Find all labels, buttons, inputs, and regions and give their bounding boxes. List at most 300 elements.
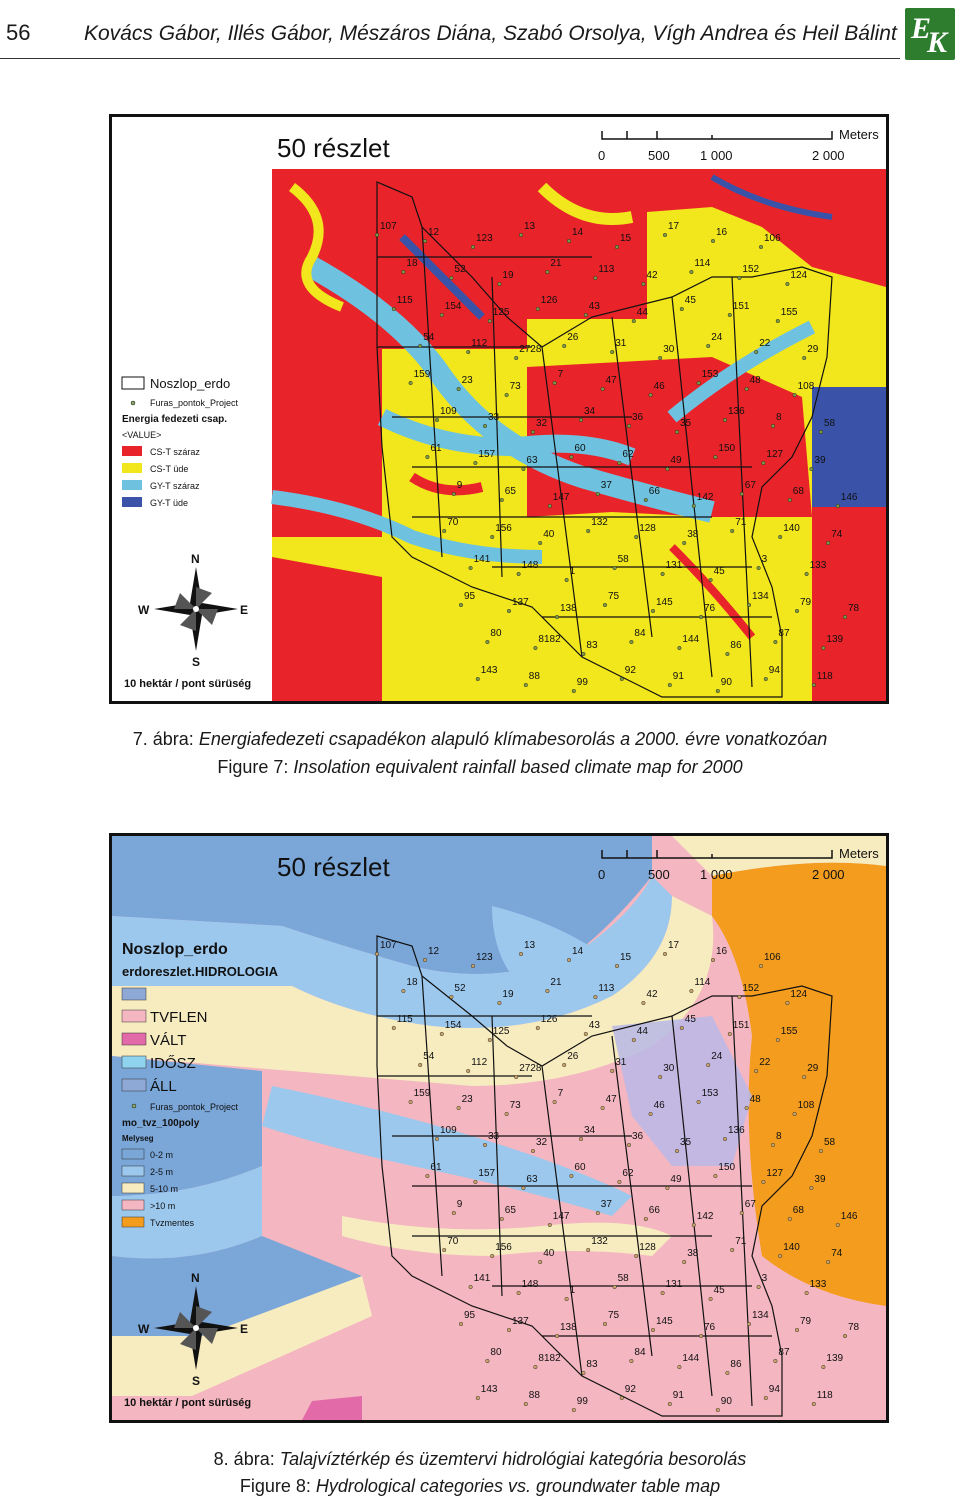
survey-point-label: 49 bbox=[670, 1174, 682, 1185]
survey-point-marker bbox=[466, 350, 470, 354]
survey-point-marker bbox=[423, 958, 427, 962]
survey-point-label: 88 bbox=[528, 671, 540, 682]
survey-point-label: 66 bbox=[648, 486, 660, 497]
survey-point-marker bbox=[498, 282, 502, 286]
survey-point-label: 147 bbox=[552, 1211, 570, 1222]
survey-point-label: 45 bbox=[713, 566, 725, 577]
figure7-compass-n: N bbox=[191, 552, 200, 566]
survey-point-marker bbox=[774, 1359, 778, 1363]
figure7-map-title: 50 részlet bbox=[277, 133, 390, 163]
survey-point-marker bbox=[534, 1365, 538, 1369]
survey-point-marker bbox=[771, 424, 775, 428]
survey-point-label: 43 bbox=[588, 301, 600, 312]
survey-point-marker bbox=[738, 276, 742, 280]
survey-point-marker bbox=[620, 677, 624, 681]
survey-point-marker bbox=[680, 1026, 684, 1030]
survey-point-marker bbox=[826, 541, 830, 545]
survey-point-marker bbox=[793, 1112, 797, 1116]
survey-point-marker bbox=[505, 1112, 509, 1116]
survey-point-label: 49 bbox=[670, 455, 682, 466]
survey-point-label: 46 bbox=[653, 381, 665, 392]
survey-point-label: 144 bbox=[682, 1353, 700, 1364]
survey-point-label: 8 bbox=[776, 412, 782, 423]
survey-point-label: 58 bbox=[824, 1137, 836, 1148]
survey-point-marker bbox=[507, 609, 511, 613]
survey-point-label: 84 bbox=[634, 1347, 646, 1358]
survey-point-marker bbox=[524, 1402, 528, 1406]
survey-point-marker bbox=[711, 239, 715, 243]
survey-point-marker bbox=[522, 1186, 526, 1190]
survey-point-label: 91 bbox=[672, 671, 684, 682]
survey-point-label: 36 bbox=[632, 412, 644, 423]
survey-point-label: 109 bbox=[440, 406, 457, 417]
figure8-caption-hu-prefix: 8. ábra: bbox=[213, 1449, 275, 1469]
survey-point-marker bbox=[392, 307, 396, 311]
figure8-map-graphic bbox=[112, 836, 886, 1420]
survey-point-marker bbox=[795, 1328, 799, 1332]
survey-point-marker bbox=[651, 1328, 655, 1332]
survey-point-label: 145 bbox=[656, 1316, 673, 1327]
figure7-map-graphic bbox=[112, 117, 886, 701]
survey-point-marker bbox=[615, 245, 619, 249]
survey-point-label: 45 bbox=[684, 295, 696, 306]
survey-point-marker bbox=[474, 461, 478, 465]
survey-point-label: 150 bbox=[718, 443, 736, 454]
survey-point-label: 143 bbox=[480, 665, 498, 676]
survey-point-marker bbox=[601, 387, 605, 391]
survey-point-label: 136 bbox=[728, 406, 745, 417]
survey-point-marker bbox=[706, 1063, 710, 1067]
survey-point-marker bbox=[409, 381, 413, 385]
survey-point-label: 52 bbox=[454, 264, 466, 275]
survey-point-label: 44 bbox=[636, 1026, 648, 1037]
survey-point-marker bbox=[726, 1371, 730, 1375]
survey-point-label: 153 bbox=[701, 369, 719, 380]
survey-point-label: 36 bbox=[632, 1131, 644, 1142]
survey-point-label: 134 bbox=[752, 591, 769, 602]
survey-point-label: 12 bbox=[428, 227, 440, 238]
legend8-depth-label-2: 5-10 m bbox=[150, 1184, 179, 1194]
survey-point-label: 63 bbox=[526, 455, 538, 466]
survey-point-marker bbox=[697, 1100, 701, 1104]
survey-point-label: 9 bbox=[456, 480, 463, 491]
survey-point-label: 70 bbox=[447, 517, 459, 528]
survey-point-label: 145 bbox=[656, 597, 673, 608]
survey-point-marker bbox=[642, 1001, 646, 1005]
survey-point-label: 131 bbox=[665, 560, 683, 571]
survey-point-label: 108 bbox=[797, 1100, 815, 1111]
survey-point-label: 45 bbox=[684, 1014, 696, 1025]
survey-point-marker bbox=[663, 952, 667, 956]
figure8-caption-en bbox=[0, 1476, 960, 1497]
survey-point-label: 2728 bbox=[519, 344, 542, 355]
survey-point-label: 114 bbox=[694, 258, 711, 269]
survey-point-label: 107 bbox=[380, 940, 397, 951]
survey-point-label: 109 bbox=[440, 1125, 457, 1136]
survey-point-marker bbox=[570, 1174, 574, 1178]
survey-point-marker bbox=[682, 1260, 686, 1264]
survey-point-label: 139 bbox=[826, 1353, 844, 1364]
survey-point-label: 138 bbox=[560, 603, 577, 614]
survey-point-label: 128 bbox=[639, 523, 656, 534]
survey-point-marker bbox=[644, 1217, 648, 1221]
legend8-depth-label-0: 0-2 m bbox=[150, 1150, 174, 1160]
survey-point-marker bbox=[483, 1143, 487, 1147]
figure8-compass-e: E bbox=[240, 1322, 249, 1336]
survey-point-marker bbox=[555, 1334, 559, 1338]
survey-point-label: 14 bbox=[572, 227, 584, 238]
legend7-label-2: GY-T száraz bbox=[150, 481, 200, 491]
survey-point-label: 125 bbox=[492, 1026, 510, 1037]
survey-point-label: 74 bbox=[831, 1248, 843, 1259]
survey-point-label: 42 bbox=[646, 270, 658, 281]
survey-point-marker bbox=[536, 1026, 540, 1030]
survey-point-label: 146 bbox=[840, 492, 858, 503]
survey-point-marker bbox=[567, 958, 571, 962]
survey-point-label: 118 bbox=[816, 671, 833, 682]
survey-point-label: 157 bbox=[478, 449, 496, 460]
survey-point-label: 73 bbox=[509, 381, 521, 392]
survey-point-label: 140 bbox=[783, 523, 800, 534]
survey-point-label: 14 bbox=[572, 946, 584, 957]
survey-point-marker bbox=[586, 1248, 590, 1252]
survey-point-label: 83 bbox=[586, 1359, 598, 1370]
survey-point-label: 21 bbox=[550, 258, 562, 269]
survey-point-label: 75 bbox=[608, 1310, 620, 1321]
figure8-compass-s: S bbox=[192, 1374, 201, 1388]
survey-point-marker bbox=[613, 566, 617, 570]
survey-point-marker bbox=[778, 535, 782, 539]
survey-point-marker bbox=[418, 344, 422, 348]
survey-point-marker bbox=[740, 492, 744, 496]
survey-point-marker bbox=[658, 356, 662, 360]
survey-point-label: 61 bbox=[430, 1162, 442, 1173]
survey-point-marker bbox=[802, 356, 806, 360]
survey-point-label: 159 bbox=[413, 369, 431, 380]
legend7-label-1: CS-T üde bbox=[150, 464, 189, 474]
survey-point-marker bbox=[822, 646, 826, 650]
survey-point-label: 115 bbox=[396, 1014, 413, 1025]
survey-point-label: 58 bbox=[824, 418, 836, 429]
survey-point-marker bbox=[754, 1069, 758, 1073]
survey-point-marker bbox=[522, 467, 526, 471]
survey-point-marker bbox=[579, 418, 583, 422]
survey-point-label: 127 bbox=[766, 1168, 784, 1179]
survey-point-label: 15 bbox=[620, 952, 632, 963]
survey-point-marker bbox=[466, 1069, 470, 1073]
survey-point-marker bbox=[764, 1396, 768, 1400]
figure8-scale-tick-0: 0 bbox=[598, 867, 606, 882]
survey-point-marker bbox=[745, 387, 749, 391]
survey-point-marker bbox=[409, 1100, 413, 1104]
survey-point-label: 137 bbox=[512, 1316, 529, 1327]
legend8-hydro-swatch-3 bbox=[122, 1056, 146, 1068]
figure8-caption-en-text: Hydrological categories vs. groundwater table map bbox=[315, 1476, 721, 1496]
survey-point-marker bbox=[565, 578, 569, 582]
survey-point-label: 153 bbox=[701, 1088, 719, 1099]
survey-point-label: 40 bbox=[543, 1248, 555, 1259]
survey-point-marker bbox=[498, 1001, 502, 1005]
figure8-compass-w: W bbox=[138, 1322, 150, 1336]
survey-point-label: 48 bbox=[749, 1094, 761, 1105]
survey-point-label: 22 bbox=[759, 1057, 771, 1068]
figure7-scale-tick-3: 2 000 bbox=[812, 148, 845, 163]
survey-point-label: 90 bbox=[720, 1396, 732, 1407]
survey-point-marker bbox=[757, 1285, 761, 1289]
survey-point-label: 147 bbox=[552, 492, 570, 503]
survey-point-label: 127 bbox=[766, 449, 784, 460]
survey-point-marker bbox=[517, 572, 521, 576]
survey-point-marker bbox=[740, 1211, 744, 1215]
survey-point-marker bbox=[709, 578, 713, 582]
survey-point-marker bbox=[531, 430, 535, 434]
survey-point-label: 18 bbox=[406, 977, 418, 988]
survey-point-marker bbox=[457, 1106, 461, 1110]
survey-point-marker bbox=[471, 964, 475, 968]
survey-point-marker bbox=[474, 1180, 478, 1184]
survey-point-label: 58 bbox=[617, 1273, 629, 1284]
survey-point-marker bbox=[452, 492, 456, 496]
survey-point-marker bbox=[572, 689, 576, 693]
survey-point-marker bbox=[426, 1174, 430, 1178]
survey-point-label: 79 bbox=[800, 597, 812, 608]
survey-point-label: 31 bbox=[615, 338, 627, 349]
survey-point-label: 75 bbox=[608, 591, 620, 602]
survey-point-label: 151 bbox=[732, 301, 750, 312]
survey-point-marker bbox=[714, 1174, 718, 1178]
legend7-label-3: GY-T üde bbox=[150, 498, 189, 508]
legend7-swatch-0 bbox=[122, 446, 142, 456]
survey-point-marker bbox=[728, 1032, 732, 1036]
survey-point-marker bbox=[747, 603, 751, 607]
survey-point-marker bbox=[762, 1180, 766, 1184]
figure7-caption-en bbox=[0, 757, 960, 778]
figure8-legend-title: Noszlop_erdo bbox=[122, 941, 228, 958]
survey-point-marker bbox=[531, 1149, 535, 1153]
survey-point-label: 54 bbox=[423, 332, 435, 343]
survey-point-label: 142 bbox=[696, 1211, 714, 1222]
survey-point-marker bbox=[471, 245, 475, 249]
survey-point-marker bbox=[620, 1396, 624, 1400]
survey-point-marker bbox=[747, 1322, 751, 1326]
survey-point-label: 80 bbox=[490, 1347, 502, 1358]
survey-point-marker bbox=[538, 541, 542, 545]
figure7-density-note: 10 hektár / pont sürüség bbox=[124, 678, 252, 690]
legend8-hydro-swatch-1 bbox=[122, 1010, 146, 1022]
survey-point-marker bbox=[714, 455, 718, 459]
survey-point-marker bbox=[442, 529, 446, 533]
survey-point-marker bbox=[584, 1032, 588, 1036]
figure7-compass-w: W bbox=[138, 603, 150, 617]
survey-point-marker bbox=[570, 455, 574, 459]
legend8-depth-swatch-0 bbox=[122, 1149, 144, 1159]
survey-point-label: 73 bbox=[509, 1100, 521, 1111]
survey-point-label: 33 bbox=[488, 1131, 500, 1142]
legend8-hydro-swatch-4 bbox=[122, 1079, 146, 1091]
survey-point-marker bbox=[375, 952, 379, 956]
survey-point-marker bbox=[634, 1254, 638, 1258]
survey-point-label: 46 bbox=[653, 1100, 665, 1111]
survey-point-label: 1 bbox=[569, 1285, 576, 1296]
survey-point-marker bbox=[615, 964, 619, 968]
survey-point-marker bbox=[579, 1137, 583, 1141]
survey-point-marker bbox=[668, 1402, 672, 1406]
survey-point-marker bbox=[490, 1254, 494, 1258]
survey-point-label: 94 bbox=[768, 665, 780, 676]
survey-point-marker bbox=[450, 276, 454, 280]
figure8-caption-hu bbox=[0, 1449, 960, 1470]
figure7-legend-points: Furas_pontok_Project bbox=[150, 398, 239, 408]
survey-point-marker bbox=[586, 529, 590, 533]
figure8-compass-n: N bbox=[191, 1271, 200, 1285]
survey-point-marker bbox=[776, 319, 780, 323]
survey-point-marker bbox=[726, 652, 730, 656]
survey-point-label: 144 bbox=[682, 634, 700, 645]
survey-point-label: 79 bbox=[800, 1316, 812, 1327]
survey-point-marker bbox=[517, 1291, 521, 1295]
survey-point-marker bbox=[663, 233, 667, 237]
figure7-legend-heading: Energia fedezeti csap. bbox=[122, 414, 228, 425]
survey-point-marker bbox=[459, 1322, 463, 1326]
survey-point-marker bbox=[810, 1186, 814, 1190]
survey-point-label: 71 bbox=[735, 1236, 747, 1247]
figure8-scale-unit: Meters bbox=[839, 846, 879, 861]
figure8-map bbox=[109, 833, 889, 1423]
survey-point-label: 13 bbox=[524, 221, 536, 232]
survey-point-label: 70 bbox=[447, 1236, 459, 1247]
survey-point-marker bbox=[634, 535, 638, 539]
survey-point-marker bbox=[582, 652, 586, 656]
survey-point-marker bbox=[762, 461, 766, 465]
survey-point-marker bbox=[692, 504, 696, 508]
survey-point-label: 31 bbox=[615, 1057, 627, 1068]
survey-point-label: 47 bbox=[605, 1094, 617, 1105]
survey-point-label: 34 bbox=[584, 406, 596, 417]
survey-point-label: 115 bbox=[396, 295, 413, 306]
survey-point-marker bbox=[572, 1408, 576, 1412]
survey-point-label: 148 bbox=[521, 560, 539, 571]
survey-point-label: 132 bbox=[591, 517, 608, 528]
survey-point-label: 3 bbox=[761, 554, 768, 565]
survey-point-marker bbox=[426, 455, 430, 459]
figure8-scale-tick-2: 1 000 bbox=[700, 867, 733, 882]
survey-point-label: 150 bbox=[718, 1162, 736, 1173]
survey-point-label: 12 bbox=[428, 946, 440, 957]
survey-point-marker bbox=[812, 1402, 816, 1406]
survey-point-marker bbox=[644, 498, 648, 502]
survey-point-marker bbox=[440, 313, 444, 317]
survey-point-marker bbox=[488, 1038, 492, 1042]
survey-point-label: 86 bbox=[730, 640, 742, 651]
survey-point-marker bbox=[716, 689, 720, 693]
survey-point-label: 87 bbox=[778, 628, 790, 639]
survey-point-label: 61 bbox=[430, 443, 442, 454]
survey-point-label: 15 bbox=[620, 233, 632, 244]
survey-point-label: 156 bbox=[495, 523, 512, 534]
survey-point-label: 125 bbox=[492, 307, 510, 318]
survey-point-label: 60 bbox=[574, 1162, 586, 1173]
survey-point-label: 1 bbox=[569, 566, 576, 577]
survey-point-label: 99 bbox=[576, 677, 588, 688]
survey-point-label: 34 bbox=[584, 1125, 596, 1136]
legend8-hydro-label-2: VÁLT bbox=[150, 1032, 187, 1049]
survey-point-label: 8 bbox=[776, 1131, 782, 1142]
survey-point-marker bbox=[778, 1254, 782, 1258]
survey-point-label: 112 bbox=[471, 1057, 488, 1068]
survey-point-marker bbox=[692, 1223, 696, 1227]
survey-point-marker bbox=[810, 467, 814, 471]
survey-point-marker bbox=[843, 1334, 847, 1338]
survey-point-label: 24 bbox=[711, 332, 723, 343]
survey-point-marker bbox=[486, 1359, 490, 1363]
survey-point-label: 2728 bbox=[519, 1063, 542, 1074]
survey-point-marker bbox=[699, 1334, 703, 1338]
survey-point-marker bbox=[728, 313, 732, 317]
figure7-scale-tick-0: 0 bbox=[598, 148, 606, 163]
figure7-compass-e: E bbox=[240, 603, 249, 617]
survey-point-label: 40 bbox=[543, 529, 555, 540]
figure8-caption-en-prefix: Figure 8: bbox=[239, 1476, 311, 1496]
survey-point-marker bbox=[802, 1075, 806, 1079]
survey-point-marker bbox=[553, 381, 557, 385]
survey-point-label: 139 bbox=[826, 634, 844, 645]
survey-point-marker bbox=[483, 424, 487, 428]
survey-point-marker bbox=[488, 319, 492, 323]
survey-point-marker bbox=[697, 381, 701, 385]
survey-point-label: 7 bbox=[557, 369, 564, 380]
survey-point-label: 113 bbox=[598, 264, 615, 275]
survey-point-marker bbox=[788, 498, 792, 502]
survey-point-label: 19 bbox=[502, 270, 514, 281]
survey-point-marker bbox=[730, 1248, 734, 1252]
legend8-hydro-label-1: TVFLEN bbox=[150, 1009, 208, 1026]
survey-point-marker bbox=[469, 1285, 473, 1289]
survey-point-marker bbox=[534, 646, 538, 650]
survey-point-label: 23 bbox=[461, 375, 473, 386]
survey-point-marker bbox=[776, 1038, 780, 1042]
survey-point-marker bbox=[822, 1365, 826, 1369]
survey-point-marker bbox=[519, 233, 523, 237]
survey-point-marker bbox=[826, 1260, 830, 1264]
survey-point-marker bbox=[642, 282, 646, 286]
survey-point-label: 156 bbox=[495, 1242, 512, 1253]
survey-point-label: 67 bbox=[744, 1199, 756, 1210]
authors-line: Kovács Gábor, Illés Gábor, Mészáros Diána, Szabó Orsolya, Vígh Andrea és Heil Bálint bbox=[84, 22, 897, 45]
page-number: 56 bbox=[6, 20, 31, 45]
figure7-caption-en-prefix: Figure 7: bbox=[217, 757, 289, 777]
logo-letter-e: E bbox=[911, 12, 932, 45]
survey-point-label: 86 bbox=[730, 1359, 742, 1370]
survey-point-label: 3 bbox=[761, 1273, 768, 1284]
survey-point-marker bbox=[490, 535, 494, 539]
survey-point-label: 155 bbox=[780, 307, 798, 318]
survey-point-marker bbox=[788, 1217, 792, 1221]
survey-point-label: 92 bbox=[624, 665, 636, 676]
survey-point-label: 124 bbox=[790, 989, 808, 1000]
survey-point-label: 141 bbox=[473, 1273, 491, 1284]
survey-point-marker bbox=[555, 615, 559, 619]
survey-point-label: 76 bbox=[704, 1322, 716, 1333]
survey-point-marker bbox=[678, 1365, 682, 1369]
survey-point-marker bbox=[603, 1322, 607, 1326]
survey-point-label: 67 bbox=[744, 480, 756, 491]
survey-point-label: 52 bbox=[454, 983, 466, 994]
survey-point-label: 151 bbox=[732, 1020, 750, 1031]
legend7-swatch-1 bbox=[122, 463, 142, 473]
survey-point-label: 83 bbox=[586, 640, 598, 651]
survey-point-label: 24 bbox=[711, 1051, 723, 1062]
survey-point-label: 134 bbox=[752, 1310, 769, 1321]
